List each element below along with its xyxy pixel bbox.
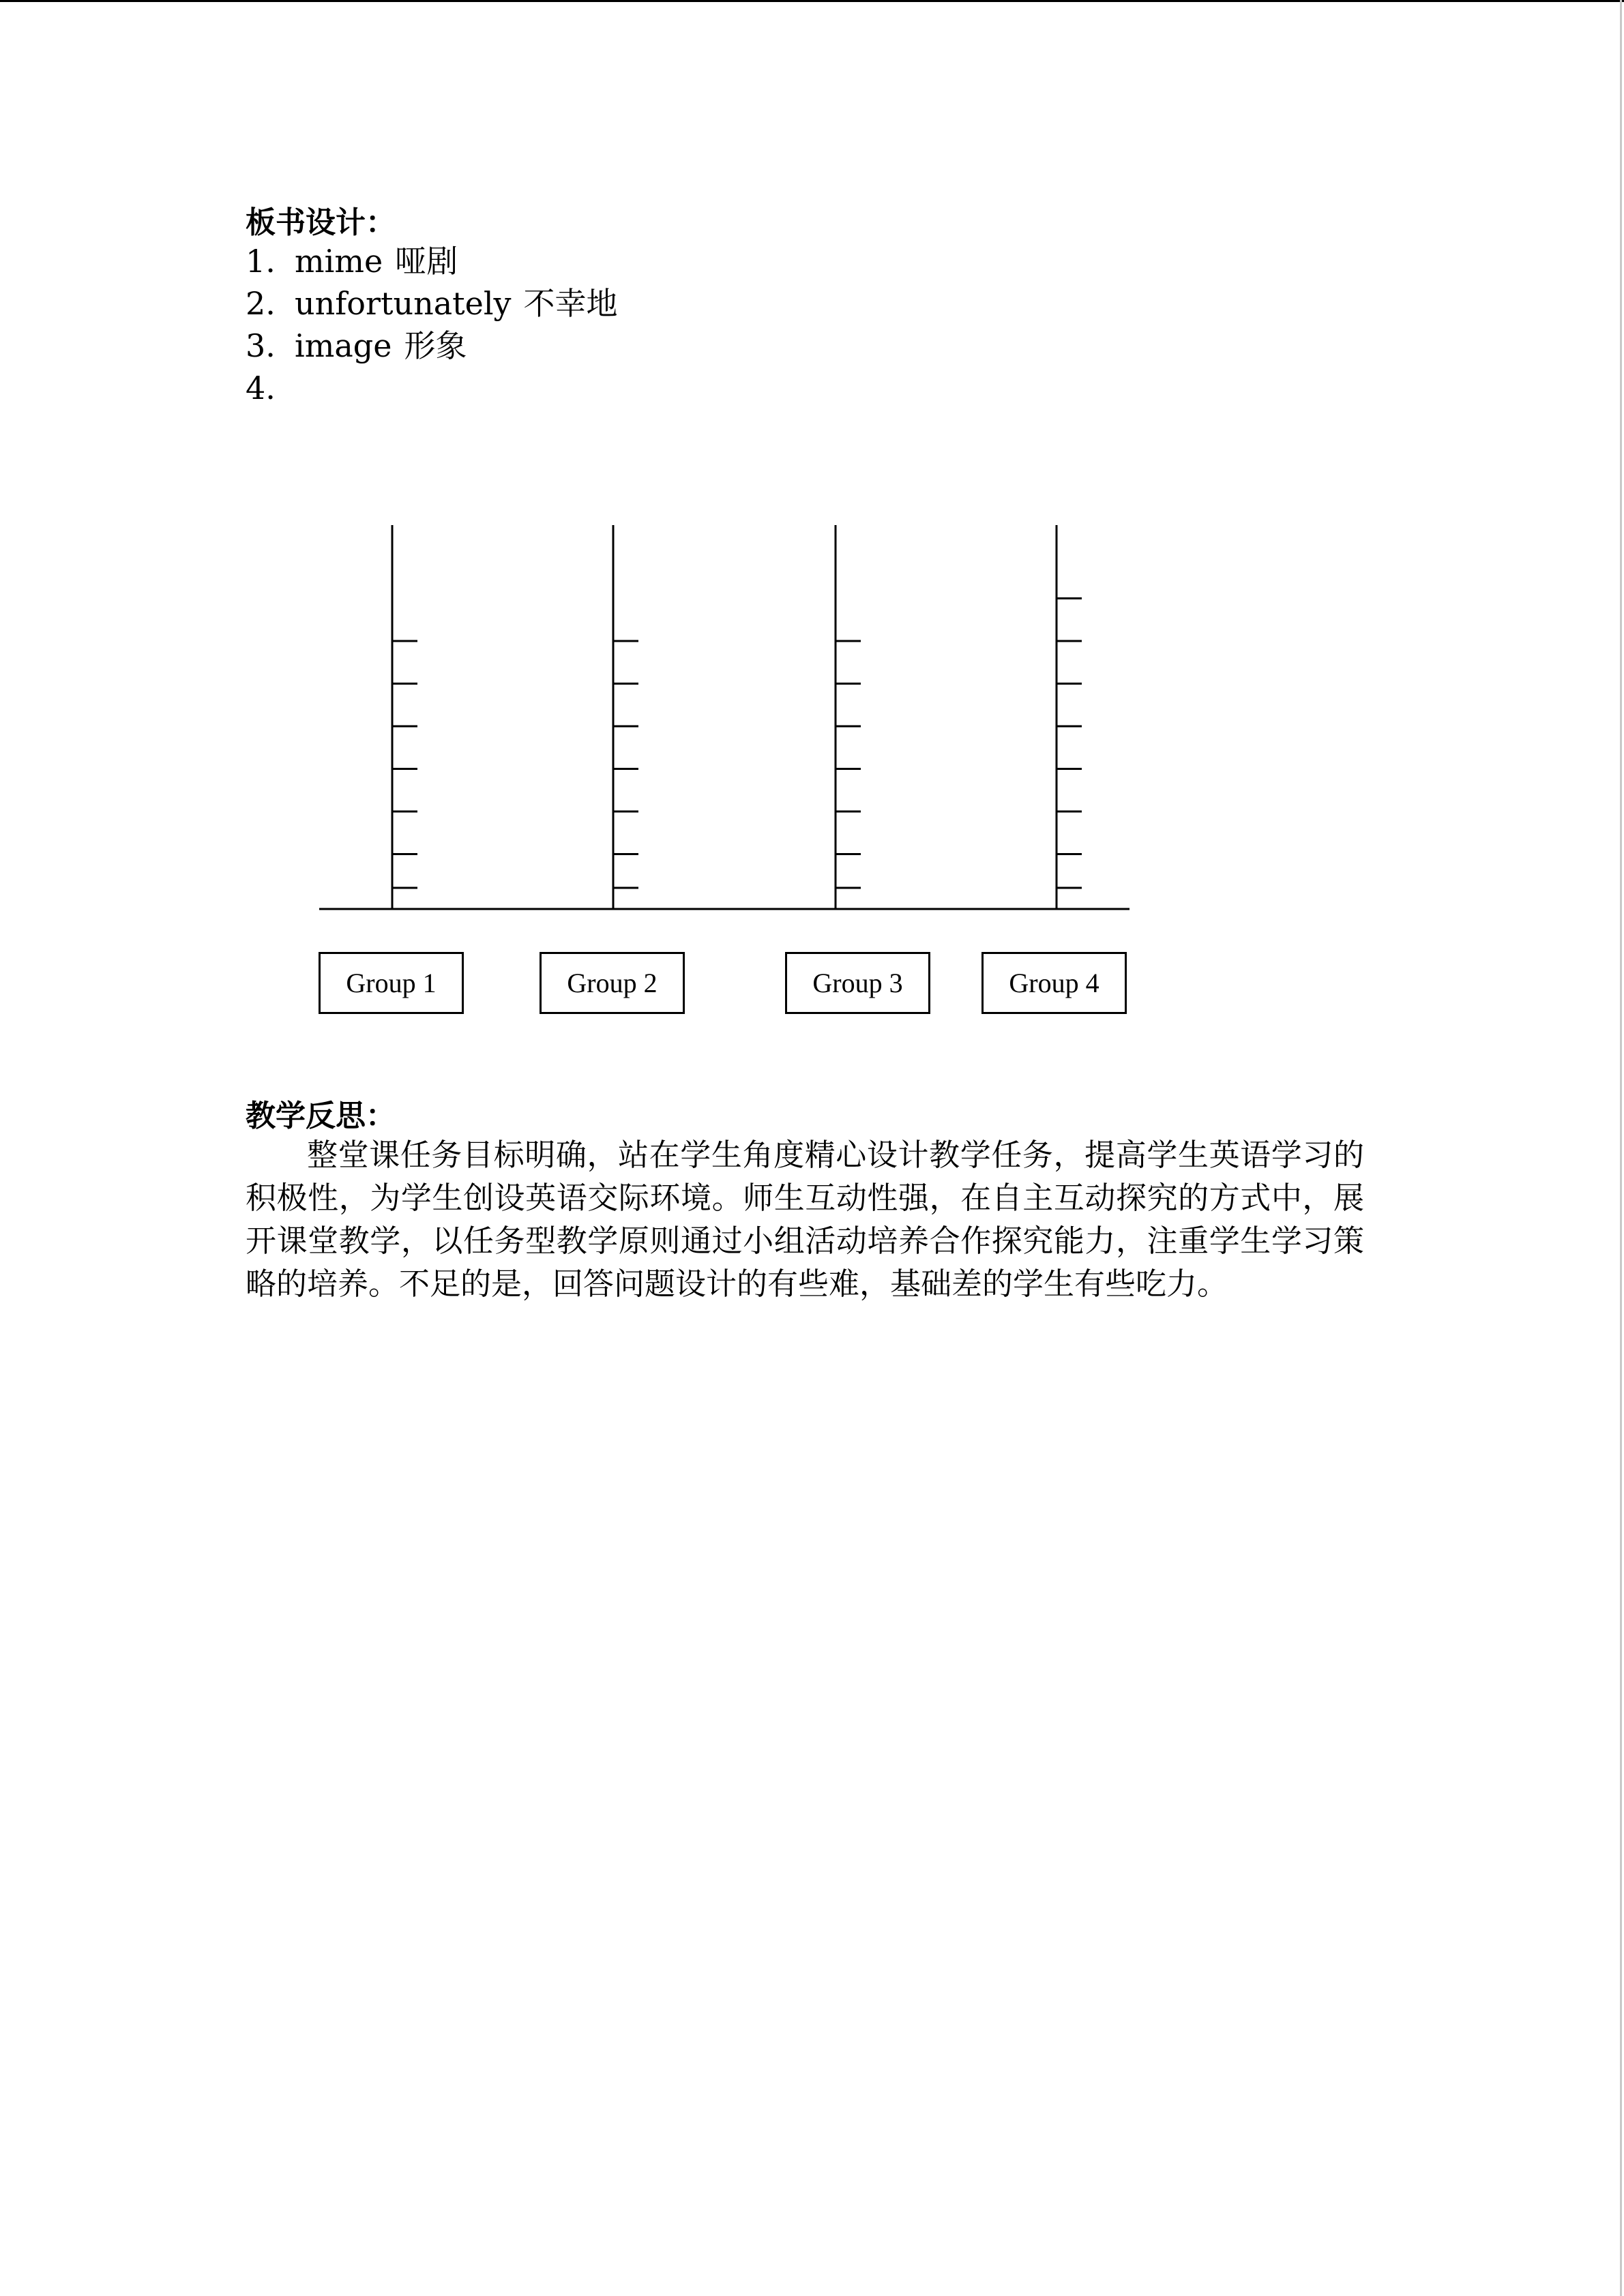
- vocab-english: mime: [295, 243, 383, 280]
- reflection-heading: 教学反思：: [246, 1099, 396, 1133]
- vocab-chinese: 哑剧: [395, 243, 458, 280]
- vocab-english: image: [295, 327, 392, 364]
- vocab-item: 1. mime 哑剧: [246, 243, 458, 280]
- vocab-chinese: 形象: [404, 327, 467, 364]
- group-label-1: Group 1: [319, 952, 464, 1014]
- vocab-chinese: 不幸地: [523, 285, 618, 322]
- reflection-paragraph: 整堂课任务目标明确，站在学生角度精心设计教学任务，提高学生英语学习的积极性，为学生创设英语交际环境。师生互动性强，在自主互动探究的方式中，展开课堂教学，以任务型教学原则通过小组活动培养合作探究能力，注重学生学习策略的培养。不足的是，回答问题设计的有些难，基础差的学生有些吃力。: [246, 1137, 1364, 1302]
- vocab-english: unfortunately: [295, 285, 512, 322]
- group-score-diagram: [0, 0, 1624, 1091]
- group-label-3: Group 3: [785, 952, 930, 1014]
- vocab-item: 2. unfortunately 不幸地: [246, 285, 618, 322]
- vocab-item: 3. image 形象: [246, 327, 467, 364]
- board-design-heading: 板书设计：: [246, 205, 396, 240]
- group-label-2: Group 2: [540, 952, 685, 1014]
- group-label-4: Group 4: [981, 952, 1127, 1014]
- vocab-item: 4.: [246, 370, 276, 406]
